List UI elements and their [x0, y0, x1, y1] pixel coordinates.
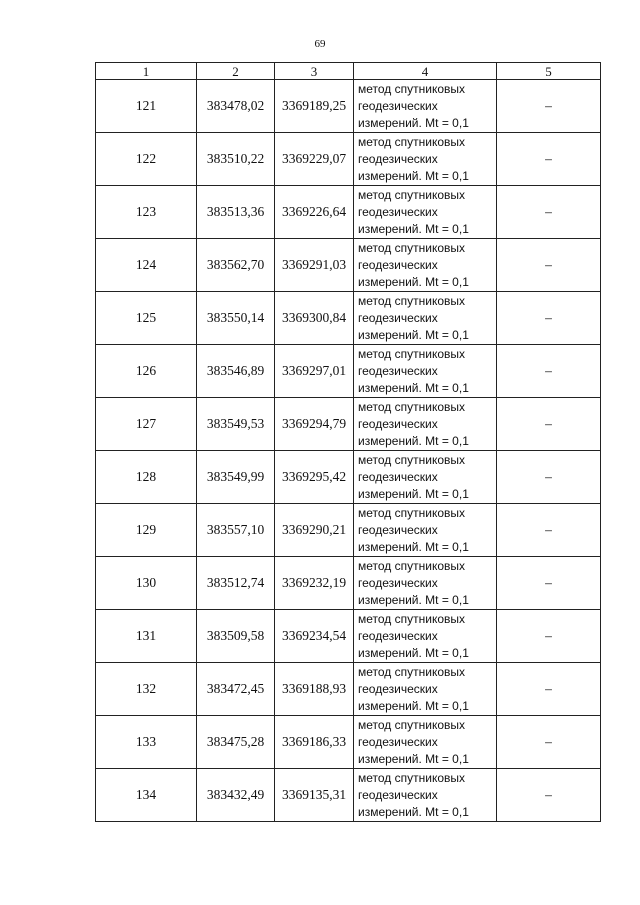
point-number-cell: 134: [96, 769, 197, 822]
y-coordinate-cell: 3369189,25: [275, 80, 354, 133]
method-line: измерений. Mt = 0,1: [358, 751, 469, 766]
y-coordinate-cell: 3369229,07: [275, 133, 354, 186]
point-number-cell: 129: [96, 504, 197, 557]
point-number-cell: 125: [96, 292, 197, 345]
method-cell: [354, 186, 497, 239]
table-row: [96, 663, 601, 716]
method-line: метод спутниковых: [358, 346, 466, 361]
y-coordinate-cell: 3369290,21: [275, 504, 354, 557]
method-line: метод спутниковых: [358, 187, 466, 202]
method-cell: [354, 239, 497, 292]
method-line: геодезических: [358, 310, 438, 325]
method-line: метод спутниковых: [358, 505, 466, 520]
point-number-cell: 131: [96, 610, 197, 663]
point-number-cell: 127: [96, 398, 197, 451]
column-header-2: 2: [197, 63, 275, 80]
table-body: [96, 80, 601, 822]
table-row: [96, 398, 601, 451]
method-line: измерений. Mt = 0,1: [358, 168, 469, 183]
x-coordinate-cell: 383472,45: [197, 663, 275, 716]
note-cell: –: [497, 769, 601, 822]
method-line: геодезических: [358, 204, 438, 219]
method-line: метод спутниковых: [358, 770, 466, 785]
method-line: геодезических: [358, 151, 438, 166]
x-coordinate-cell: 383550,14: [197, 292, 275, 345]
point-number-cell: 124: [96, 239, 197, 292]
method-line: метод спутниковых: [358, 293, 466, 308]
table-row: [96, 345, 601, 398]
method-line: метод спутниковых: [358, 81, 466, 96]
note-cell: –: [497, 716, 601, 769]
y-coordinate-cell: 3369294,79: [275, 398, 354, 451]
method-cell: [354, 80, 497, 133]
y-coordinate-cell: 3369232,19: [275, 557, 354, 610]
method-line: геодезических: [358, 734, 438, 749]
note-cell: –: [497, 345, 601, 398]
method-line: метод спутниковых: [358, 664, 466, 679]
method-line: измерений. Mt = 0,1: [358, 539, 469, 554]
note-cell: –: [497, 398, 601, 451]
x-coordinate-cell: 383478,02: [197, 80, 275, 133]
method-line: геодезических: [358, 787, 438, 802]
x-coordinate-cell: 383509,58: [197, 610, 275, 663]
method-cell: [354, 504, 497, 557]
method-line: измерений. Mt = 0,1: [358, 433, 469, 448]
y-coordinate-cell: 3369297,01: [275, 345, 354, 398]
method-cell: [354, 133, 497, 186]
method-line: метод спутниковых: [358, 452, 466, 467]
table-header: [96, 63, 601, 80]
coordinates-table: [95, 62, 601, 822]
method-cell: [354, 769, 497, 822]
method-line: геодезических: [358, 469, 438, 484]
column-header-1: 1: [96, 63, 197, 80]
table-row: [96, 504, 601, 557]
method-line: метод спутниковых: [358, 240, 466, 255]
method-line: измерений. Mt = 0,1: [358, 221, 469, 236]
y-coordinate-cell: 3369291,03: [275, 239, 354, 292]
method-cell: [354, 610, 497, 663]
x-coordinate-cell: 383512,74: [197, 557, 275, 610]
table-row: [96, 557, 601, 610]
y-coordinate-cell: 3369226,64: [275, 186, 354, 239]
y-coordinate-cell: 3369188,93: [275, 663, 354, 716]
header-row: [96, 63, 601, 80]
y-coordinate-cell: 3369135,31: [275, 769, 354, 822]
method-line: геодезических: [358, 98, 438, 113]
note-cell: –: [497, 239, 601, 292]
point-number-cell: 132: [96, 663, 197, 716]
method-cell: [354, 663, 497, 716]
x-coordinate-cell: 383475,28: [197, 716, 275, 769]
table-row: [96, 610, 601, 663]
method-cell: [354, 716, 497, 769]
method-line: геодезических: [358, 522, 438, 537]
method-line: геодезических: [358, 416, 438, 431]
method-line: измерений. Mt = 0,1: [358, 645, 469, 660]
table-row: [96, 292, 601, 345]
table-row: [96, 716, 601, 769]
point-number-cell: 128: [96, 451, 197, 504]
method-line: измерений. Mt = 0,1: [358, 327, 469, 342]
method-line: геодезических: [358, 257, 438, 272]
method-line: геодезических: [358, 363, 438, 378]
column-header-3: 3: [275, 63, 354, 80]
point-number-cell: 122: [96, 133, 197, 186]
method-line: метод спутниковых: [358, 717, 466, 732]
x-coordinate-cell: 383549,53: [197, 398, 275, 451]
method-cell: [354, 292, 497, 345]
x-coordinate-cell: 383513,36: [197, 186, 275, 239]
method-line: геодезических: [358, 628, 438, 643]
method-line: метод спутниковых: [358, 558, 466, 573]
table-row: [96, 133, 601, 186]
point-number-cell: 121: [96, 80, 197, 133]
method-line: измерений. Mt = 0,1: [358, 592, 469, 607]
note-cell: –: [497, 504, 601, 557]
method-line: измерений. Mt = 0,1: [358, 486, 469, 501]
point-number-cell: 123: [96, 186, 197, 239]
method-cell: [354, 345, 497, 398]
note-cell: –: [497, 610, 601, 663]
table-row: [96, 239, 601, 292]
y-coordinate-cell: 3369295,42: [275, 451, 354, 504]
method-line: измерений. Mt = 0,1: [358, 115, 469, 130]
method-line: геодезических: [358, 681, 438, 696]
table-row: [96, 451, 601, 504]
point-number-cell: 126: [96, 345, 197, 398]
method-line: измерений. Mt = 0,1: [358, 698, 469, 713]
note-cell: –: [497, 133, 601, 186]
method-line: метод спутниковых: [358, 611, 466, 626]
x-coordinate-cell: 383557,10: [197, 504, 275, 557]
method-line: измерений. Mt = 0,1: [358, 804, 469, 819]
column-header-4: 4: [354, 63, 497, 80]
note-cell: –: [497, 451, 601, 504]
table-row: [96, 769, 601, 822]
method-line: геодезических: [358, 575, 438, 590]
note-cell: –: [497, 663, 601, 716]
method-cell: [354, 451, 497, 504]
y-coordinate-cell: 3369186,33: [275, 716, 354, 769]
point-number-cell: 133: [96, 716, 197, 769]
method-line: метод спутниковых: [358, 399, 466, 414]
x-coordinate-cell: 383546,89: [197, 345, 275, 398]
table-row: [96, 186, 601, 239]
method-cell: [354, 398, 497, 451]
x-coordinate-cell: 383562,70: [197, 239, 275, 292]
method-line: измерений. Mt = 0,1: [358, 274, 469, 289]
note-cell: –: [497, 292, 601, 345]
x-coordinate-cell: 383510,22: [197, 133, 275, 186]
x-coordinate-cell: 383549,99: [197, 451, 275, 504]
x-coordinate-cell: 383432,49: [197, 769, 275, 822]
point-number-cell: 130: [96, 557, 197, 610]
note-cell: –: [497, 80, 601, 133]
note-cell: –: [497, 557, 601, 610]
method-cell: [354, 557, 497, 610]
method-line: измерений. Mt = 0,1: [358, 380, 469, 395]
page-number: 69: [314, 38, 326, 50]
note-cell: –: [497, 186, 601, 239]
y-coordinate-cell: 3369300,84: [275, 292, 354, 345]
column-header-5: 5: [497, 63, 601, 80]
method-line: метод спутниковых: [358, 134, 466, 149]
y-coordinate-cell: 3369234,54: [275, 610, 354, 663]
table-row: [96, 80, 601, 133]
